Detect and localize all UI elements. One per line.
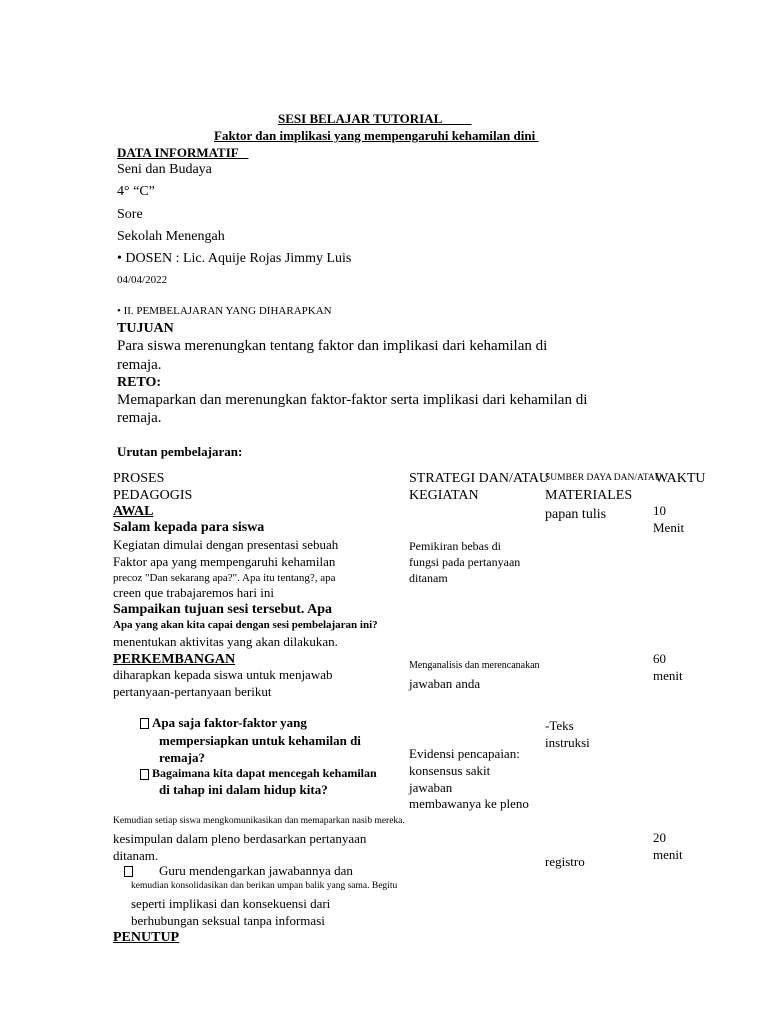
awal-label: AWAL [113,504,154,519]
evidence-line3: jawaban [409,780,453,795]
checkbox-bullet-icon [124,866,133,877]
perkembangan-strategy-small: Menganalisis dan merencanakan [409,660,540,671]
question1-line1: Apa saja faktor-faktor yang [152,715,307,730]
checkbox-bullet-icon [140,718,149,729]
teacher-line: Guru mendengarkan jawabannya dan [159,863,353,878]
perkembangan-line2: pertanyaan-pertanyaan berikut [113,684,272,699]
school-text: Sekolah Menengah [117,229,225,244]
date-text: 04/04/2022 [117,274,168,286]
col-sumber-line1: SUMBER DAYA DAN/ATAU [545,473,662,483]
teacher-small-line: kemudian konsolidasikan dan berikan umpan balik yang sama. Begitu [131,881,398,891]
col-proses-line1: PROSES [113,471,165,486]
implication-line2: berhubungan seksual tanpa informasi [131,913,325,928]
awal-resource: papan tulis [545,507,607,522]
col-strategi-line1: STRATEGI DAN/ATAU [409,471,550,486]
data-informatif-heading: DATA INFORMATIF [117,145,239,160]
awal-goal: Sampaikan tujuan sesi tersebut. Apa [113,602,332,617]
reto-text-line2: remaja. [117,410,162,426]
perkembangan-line1: diharapkan kepada siswa untuk menjawab [113,667,333,682]
checkbox-bullet-icon [140,769,149,780]
question1-line3: remaja? [159,750,205,765]
awal-greeting: Salam kepada para siswa [113,520,265,535]
perkembangan-resource-line2: instruksi [545,735,590,750]
subject-text: Seni dan Budaya [117,162,212,177]
evidence-line2: konsensus sakit [409,763,491,778]
penutup-label: PENUTUP [113,930,180,945]
awal-line3: precoz "Dan sekarang apa?". Apa itu tentang?, apa [113,572,336,584]
section2-heading: • II. PEMBELAJARAN YANG DIHARAPKAN [117,305,332,317]
awal-strategy-line3: ditanam [409,571,448,585]
col-proses-line2: PEDAGOGIS [113,488,193,503]
evidence-line4: membawanya ke pleno [409,796,529,811]
shift-text: Sore [117,207,143,222]
closing-time-value: 20 [653,830,666,845]
reto-text-line1: Memaparkan dan merenungkan faktor-faktor serta implikasi dari kehamilan di [117,392,588,408]
evidence-line1: Evidensi pencapaian: [409,746,520,761]
tujuan-label: TUJUAN [117,321,174,336]
tujuan-text-line1: Para siswa merenungkan tentang faktor dan implikasi dari kehamilan di [117,338,548,354]
question1-line2: mempersiapkan untuk kehamilan di [159,733,361,748]
col-waktu: WAKTU [655,471,706,486]
sequence-heading: Urutan pembelajaran: [117,444,243,459]
teacher-text: • DOSEN : Lic. Aquije Rojas Jimmy Luis [117,251,352,266]
awal-strategy-line1: Pemikiran bebas di [409,539,501,553]
question2-line2: di tahap ini dalam hidup kita? [159,782,328,797]
tujuan-text-line2: remaja. [117,357,162,373]
awal-line5: menentukan aktivitas yang akan dilakukan. [113,634,338,649]
closing-resource: registro [545,854,585,869]
awal-question: Apa yang akan kita capai dengan sesi pembelajaran ini? [113,619,378,631]
awal-time-value: 10 [653,503,666,518]
closing-small-line: Kemudian setiap siswa mengkomunikasikan dan memaparkan nasib mereka. [113,816,405,826]
document-title: SESI BELAJAR TUTORIAL [278,111,443,126]
awal-time-unit: Menit [653,520,685,535]
closing-line1: kesimpulan dalam pleno berdasarkan pertanyaan [113,831,367,846]
col-strategi-line2: KEGIATAN [409,488,479,503]
implication-line1: seperti implikasi dan konsekuensi dari [131,896,331,911]
perkembangan-strategy-answer: jawaban anda [409,676,481,691]
reto-label: RETO: [117,375,162,390]
closing-time-unit: menit [653,847,683,862]
awal-line4: creen que trabajaremos hari ini [113,585,274,600]
perkembangan-time-value: 60 [653,651,666,666]
class-text: 4° “C” [117,184,155,199]
document-subtitle: Faktor dan implikasi yang mempengaruhi kehamilan dini [214,128,536,143]
perkembangan-time-unit: menit [653,668,683,683]
closing-line2: ditanam. [113,848,159,863]
question2-line1: Bagaimana kita dapat mencegah kehamilan [152,766,377,780]
perkembangan-resource-line1: -Teks [545,718,574,733]
awal-strategy-line2: fungsi pada pertanyaan [409,555,521,569]
awal-line2: Faktor apa yang mempengaruhi kehamilan [113,554,336,569]
awal-line1: Kegiatan dimulai dengan presentasi sebuah [113,537,339,552]
col-sumber-line2: MATERIALES [545,488,633,503]
perkembangan-label: PERKEMBANGAN [113,652,236,667]
